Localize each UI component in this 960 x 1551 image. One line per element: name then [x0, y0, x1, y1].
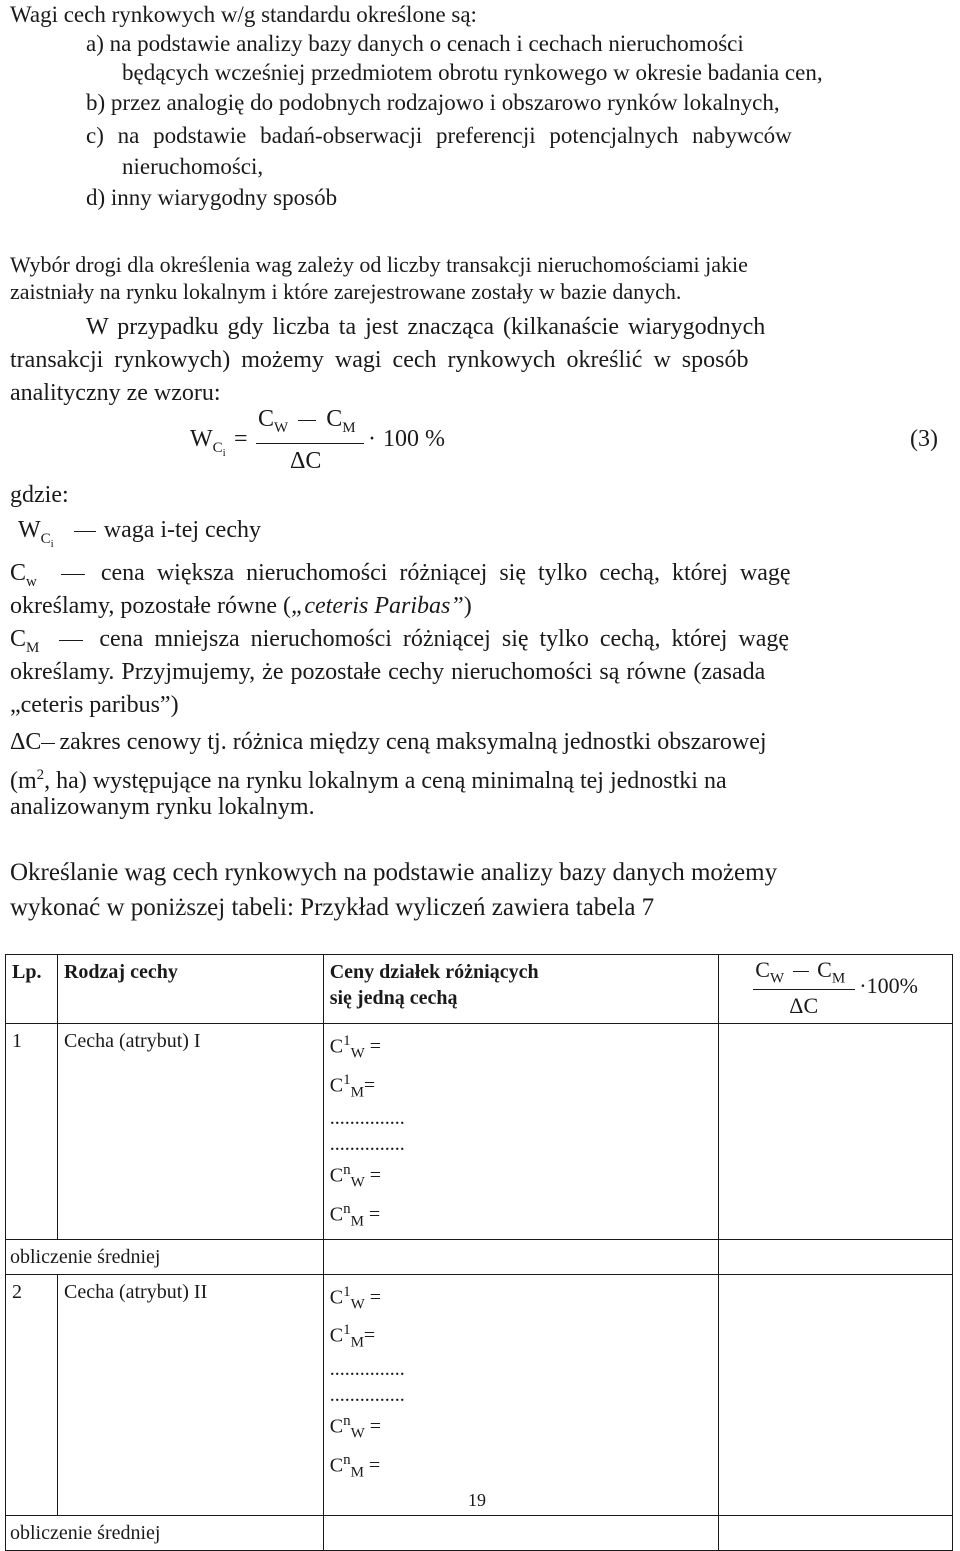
table-row: 1 Cecha (atrybut) I $C^1_W$ = $C^1_M=$ ............... ............... $C^n_W$ = $C^n_M$ = [6, 1024, 953, 1240]
header-lp: Lp. [6, 955, 58, 1024]
table-row-average: obliczenie średniej [6, 1239, 953, 1274]
formula-number: (3) [910, 426, 938, 452]
definition-delta-c: ΔC zakres cenowy tj. różnica między ceną maksymalną jednostki obszarowej [10, 729, 767, 755]
minus-sign [298, 420, 316, 421]
gdzie-label: gdzie: [10, 482, 69, 508]
paragraph-3-line-1: Określanie wag cech rynkowych na podstawie analizy bazy danych możemy [10, 859, 778, 886]
header-rodzaj-cechy: Rodzaj cechy [57, 955, 323, 1024]
definition-cm-cont-1: określamy. Przyjmujemy, że pozostałe cechy nieruchomości są równe (zasada [10, 659, 766, 685]
table-header-row [6, 955, 953, 1024]
header-formula: $C_W$ $C_M$ ·100% ΔC [719, 955, 953, 1024]
paragraph-3-line-2: wykonać w poniższej tabeli: Przykład wyliczeń zawiera tabela 7 [10, 894, 655, 921]
formula-equals: = [234, 426, 248, 452]
paragraph-1-line-2: zaistniały na rynku lokalnym i które zarejestrowane zostały w bazie danych. [10, 279, 682, 304]
formula-fraction-bar [256, 443, 364, 444]
definition-cw-cont: określamy, pozostałe równe („ceteris Paribas”) [10, 593, 472, 619]
definition-cm-cont-2: „ceteris paribus”) [10, 692, 179, 718]
weights-table [5, 954, 953, 1551]
definition-cm: $C_M$ cena mniejsza nieruchomości różniącej się tylko cechą, której wagę [10, 626, 790, 656]
formula-denominator: ΔC [290, 448, 322, 474]
list-item-c: c) na podstawie badań-obserwacji preferencji potencjalnych nabywców [86, 123, 792, 148]
definition-cw: $C_w$ cena większa nieruchomości różniącej się tylko cechą, której wagę [10, 560, 791, 590]
paragraph-1-line-1: Wybór drogi dla określenia wag zależy od liczby transakcji nieruchomościami jakie [10, 252, 748, 277]
table-row: 2 Cecha (atrybut) II $C^1_W$ = $C^1_M=$ ............... ............... $C^n_W$ = $C^n_M$ = [6, 1274, 953, 1516]
list-item-b: b) przez analogię do podobnych rodzajowo i obszarowo rynków lokalnych, [86, 90, 780, 115]
list-item-a: a) na podstawie analizy bazy danych o cenach i cechach nieruchomości [86, 31, 744, 56]
list-item-c-cont: nieruchomości, [122, 154, 264, 179]
formula-factor: 100 % [383, 426, 445, 452]
table-row-average: obliczenie średniej [6, 1516, 953, 1551]
formula-dot: · [368, 426, 376, 452]
formula-lhs: $W_{C_i}$ [190, 426, 226, 459]
header-ceny: Ceny działek różniących się jedną cechą [323, 955, 719, 1024]
intro-text: Wagi cech rynkowych w/g standardu określone są: [10, 2, 477, 27]
definition-delta-c-cont-1: ($m^2$, ha) występujące na rynku lokalnym a ceną minimalną tej jednostki na [10, 767, 727, 794]
paragraph-2-line-2: transakcji rynkowych) możemy wagi cech rynkowych określić w sposób [10, 347, 749, 373]
list-item-a-cont: będących wcześniej przedmiotem obrotu rynkowego w okresie badania cen, [122, 60, 823, 85]
page-number: 19 [468, 1490, 486, 1510]
formula-numerator: $C_W$ $C_M$ [258, 406, 356, 436]
list-item-d: d) inny wiarygodny sposób [86, 185, 338, 210]
definition-wci: $W_{C_i}$ waga i-tej cechy [18, 517, 261, 550]
paragraph-2-line-1: W przypadku gdy liczba ta jest znacząca (kilkanaście wiarygodnych [86, 314, 766, 340]
table-formula-fraction-bar [753, 989, 855, 990]
paragraph-2-line-3: analityczny ze wzoru: [10, 380, 221, 406]
definition-delta-c-cont-2: analizowanym rynku lokalnym. [10, 794, 315, 820]
